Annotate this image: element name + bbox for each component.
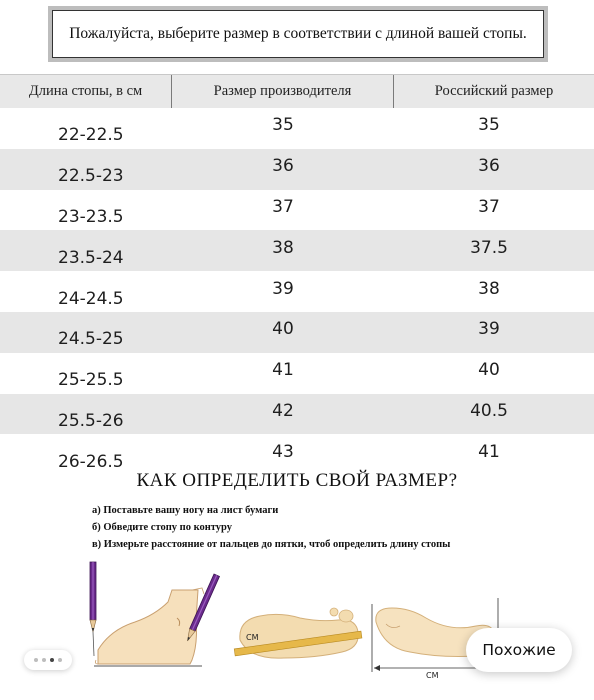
cm-label-1: CM	[246, 633, 259, 642]
carousel-dot[interactable]	[50, 658, 54, 662]
notice-frame	[48, 6, 548, 62]
cell-russian-size: 40	[478, 360, 500, 381]
carousel-indicator[interactable]	[24, 650, 72, 670]
cm-label-2: CM	[426, 671, 439, 680]
table-header	[0, 74, 594, 108]
table-row	[0, 230, 594, 271]
cell-foot-length: 26-26.5	[58, 451, 124, 472]
cell-foot-length: 22-22.5	[58, 125, 124, 146]
table-row	[0, 353, 594, 394]
table-row	[0, 312, 594, 353]
step-1: а) Поставьте вашу ногу на лист бумаги	[92, 505, 279, 516]
cell-russian-size: 38	[478, 278, 500, 299]
cell-russian-size: 41	[478, 441, 500, 462]
cell-russian-size: 36	[478, 156, 500, 177]
cell-manufacturer-size: 35	[272, 115, 294, 136]
table-body	[0, 108, 594, 475]
step-3: в) Измерьте расстояние от пальцев до пятки, чтоб определить длину стопы	[92, 539, 451, 550]
cell-foot-length: 25-25.5	[58, 370, 124, 391]
cell-foot-length: 24-24.5	[58, 288, 124, 309]
header-foot-length: Длина стопы, в см	[0, 75, 172, 108]
cell-manufacturer-size: 41	[272, 360, 294, 381]
table-row	[0, 271, 594, 312]
carousel-dot[interactable]	[42, 658, 46, 662]
carousel-dot[interactable]	[34, 658, 38, 662]
cell-manufacturer-size: 39	[272, 278, 294, 299]
cell-manufacturer-size: 37	[272, 196, 294, 217]
cell-russian-size: 35	[478, 115, 500, 136]
header-russian-size: Российский размер	[434, 83, 554, 99]
cell-foot-length: 24.5-25	[58, 329, 124, 350]
step-2: б) Обведите стопу по контуру	[92, 522, 232, 533]
cell-foot-length: 23-23.5	[58, 206, 124, 227]
measuring-illustration	[80, 560, 520, 696]
cell-manufacturer-size: 40	[272, 319, 294, 340]
cell-manufacturer-size: 38	[272, 237, 294, 258]
cell-foot-length: 25.5-26	[58, 410, 124, 431]
cell-russian-size: 37	[478, 196, 500, 217]
carousel-dot[interactable]	[58, 658, 62, 662]
cell-manufacturer-size: 43	[272, 441, 294, 462]
foot-side-illustration	[94, 588, 204, 666]
cell-russian-size: 37.5	[470, 237, 508, 258]
notice-text: Пожалуйста, выберите размер в соответствии с длиной вашей стопы.	[52, 10, 544, 58]
howto-title: КАК ОПРЕДЕЛИТЬ СВОЙ РАЗМЕР?	[136, 470, 458, 491]
table-row	[0, 190, 594, 231]
cell-manufacturer-size: 36	[272, 156, 294, 177]
table-row	[0, 149, 594, 190]
cell-russian-size: 40.5	[470, 400, 508, 421]
header-manufacturer-size: Размер производителя	[172, 75, 394, 108]
cell-russian-size: 39	[478, 319, 500, 340]
cell-manufacturer-size: 42	[272, 400, 294, 421]
table-row	[0, 108, 594, 149]
similar-button[interactable]: Похожие	[466, 628, 572, 672]
pencil-left-icon	[90, 562, 96, 656]
footprint-tape-illustration	[234, 608, 362, 658]
size-table	[0, 74, 594, 475]
howto-steps	[92, 502, 450, 553]
cell-foot-length: 23.5-24	[58, 247, 124, 268]
table-row	[0, 394, 594, 435]
cell-foot-length: 22.5-23	[58, 166, 124, 187]
